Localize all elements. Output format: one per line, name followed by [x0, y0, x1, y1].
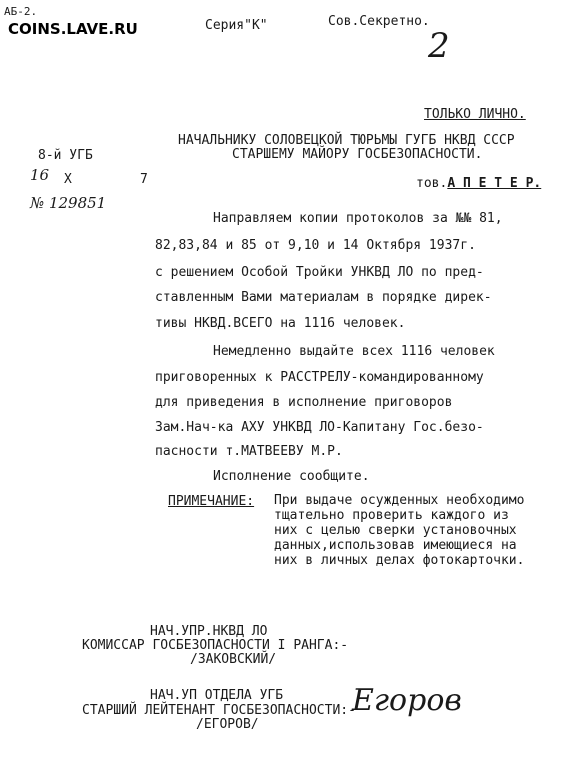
note-line-1: При выдаче осужденных необходимо [274, 493, 525, 508]
signature1-name: /ЗАКОВСКИЙ/ [190, 652, 277, 667]
stamp-year: 7 [140, 172, 148, 187]
addressee-name [416, 176, 541, 191]
signature1-line-1: НАЧ.УПР.НКВД ЛО [150, 624, 268, 639]
series-label: Серия"К" [205, 18, 268, 33]
body-p1-line-4: ставленным Вами материалам в порядке дирек- [155, 290, 492, 305]
body-p1-line-2: 82,83,84 и 85 от 9,10 и 14 Октября 1937г. [155, 238, 476, 253]
stamp-month: Х [64, 172, 72, 187]
addressee-prefix: тов. [416, 176, 448, 191]
signature2-line-2: СТАРШИЙ ЛЕЙТЕНАНТ ГОСБЕЗОПАСНОСТИ:- [82, 703, 356, 718]
site-watermark: COINS.LAVE.RU [8, 20, 138, 38]
body-p1-line-5: тивы НКВД.ВСЕГО на 1116 человек. [155, 316, 406, 331]
note-label: ПРИМЕЧАНИЕ: [168, 494, 255, 509]
signature2-line-1: НАЧ.УП ОТДЕЛА УГБ [150, 688, 284, 703]
page-number-handwritten: 2 [428, 26, 450, 66]
body-p2-line-3: для приведения в исполнение приговоров [155, 395, 453, 410]
secrecy-label: Сов.Секретно. [328, 14, 430, 29]
addressee-line-2: СТАРШЕМУ МАЙОРУ ГОСБЕЗОПАСНОСТИ. [232, 147, 483, 162]
only-personal-label: ТОЛЬКО ЛИЧНО. [424, 107, 526, 122]
document-ref: АБ-2. [4, 5, 38, 18]
addressee-surname: А П Е Т Е Р. [447, 176, 542, 191]
addressee-line-1: НАЧАЛЬНИКУ СОЛОВЕЦКОЙ ТЮРЬМЫ ГУГБ НКВД СССР [178, 133, 515, 148]
note-line-5: них в личных делах фотокарточки. [274, 553, 525, 568]
body-p2-line-4: Зам.Нач-ка АХУ УНКВД ЛО-Капитану Гос.безо- [155, 420, 484, 435]
body-p2-line-5: пасности т.МАТВЕЕВУ М.Р. [155, 444, 343, 459]
body-p2-line-2: приговоренных к РАССТРЕЛУ-командированному [155, 370, 484, 385]
body-p1-line-1: Направляем копии протоколов за №№ 81, [213, 211, 503, 226]
body-p1-line-3: с решением Особой Тройки УНКВД ЛО по пред- [155, 265, 484, 280]
body-p2-line-1: Немедленно выдайте всех 1116 человек [213, 344, 495, 359]
stamp-number: № 129851 [30, 194, 107, 212]
note-line-3: них с целью сверки установочных [274, 523, 517, 538]
stamp-day: 16 [30, 166, 50, 184]
body-p3: Исполнение сообщите. [213, 469, 370, 484]
note-line-2: тщательно проверить каждого из [274, 508, 509, 523]
note-line-4: данных,использовав имеющиеся на [274, 538, 517, 553]
stamp-department: 8-й УГБ [38, 148, 93, 163]
signature1-line-2: КОМИССАР ГОСБЕЗОПАСНОСТИ I РАНГА:- [82, 638, 349, 653]
signature2-name: /ЕГОРОВ/ [196, 717, 259, 732]
handwritten-signature: Егоров [352, 683, 462, 718]
